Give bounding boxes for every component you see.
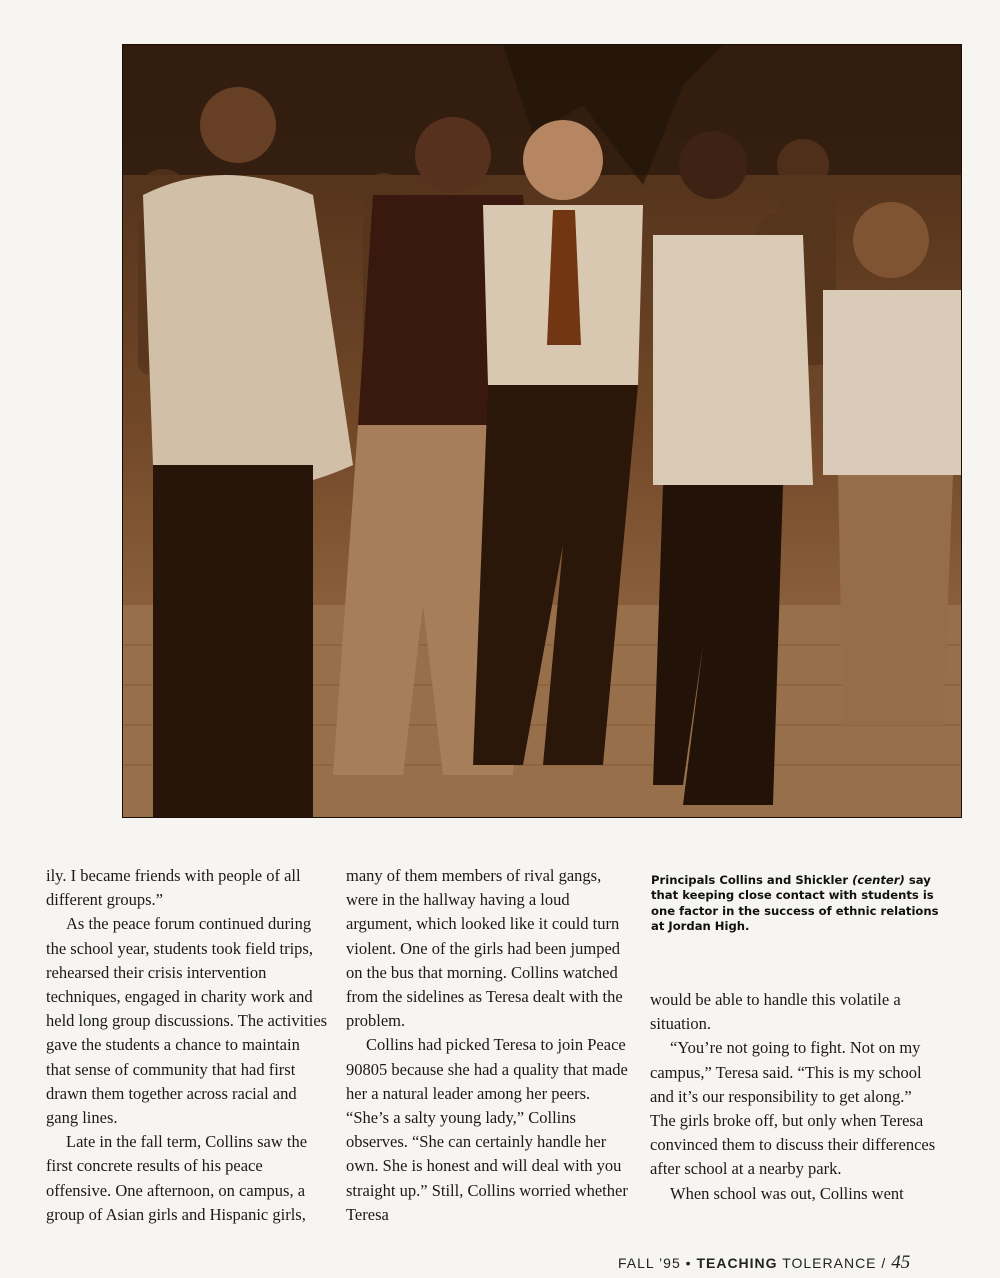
photo-caption	[651, 873, 941, 934]
photo-illustration	[123, 45, 961, 817]
article-photo	[122, 44, 962, 818]
caption-italic: (center)	[852, 873, 905, 887]
magazine-name-rest: TOLERANCE	[782, 1255, 877, 1271]
caption-text: Principals Collins and Shickler	[651, 873, 853, 887]
page-footer	[618, 1252, 948, 1274]
column-1-paragraph: As the peace forum continued during the school year, students took field trips, rehearsed their crisis intervention techniques, engaged in charity work and held long group discussions. The activities gave the students a chance to maintain that sense of community that had first drawn them together across racial and gang lines.	[46, 914, 328, 1128]
column-3-paragraph: “You’re not going to fight. Not on my campus,” Teresa said. “This is my school and it’s our responsibility to get along.” The girls broke off, but only when Teresa convinced them to discuss their differences after school at a nearby park.	[650, 1038, 936, 1179]
column-3-paragraph: When school was out, Collins went	[670, 1183, 904, 1203]
caption-text-rest: say that keeping close contact with students is one factor in the success of ethnic relations at Jordan High.	[651, 873, 939, 933]
magazine-name-bold: TEACHING	[696, 1255, 778, 1271]
column-1-paragraph: Late in the fall term, Collins saw the first concrete results of his peace offensive. One afternoon, on campus, a group of Asian girls and Hispanic girls,	[46, 1132, 308, 1224]
column-1-paragraph: ily. I became friends with people of all different groups.”	[46, 866, 301, 910]
column-2	[346, 864, 628, 1227]
column-3	[650, 988, 940, 1206]
footer-separator: •	[685, 1255, 692, 1271]
page-number: 45	[891, 1252, 911, 1273]
issue-label: FALL ’95	[618, 1255, 681, 1271]
column-3-paragraph: would be able to handle this volatile a situation.	[650, 990, 901, 1034]
footer-slash: /	[881, 1255, 887, 1271]
column-1	[46, 864, 328, 1227]
column-2-paragraph: many of them members of rival gangs, were in the hallway having a loud argument, which looked like it could turn violent. One of the girls had been jumped on the bus that morning. Collins watched from the sidelines as Teresa dealt with the problem.	[346, 866, 623, 1031]
column-2-paragraph: Collins had picked Teresa to join Peace 90805 because she had a quality that made her a natural leader among her peers. “She’s a salty young lady,” Collins observes. “She can certainly handle her own. She is honest and will deal with you straight up.” Still, Collins worried whether Teresa	[346, 1035, 628, 1224]
